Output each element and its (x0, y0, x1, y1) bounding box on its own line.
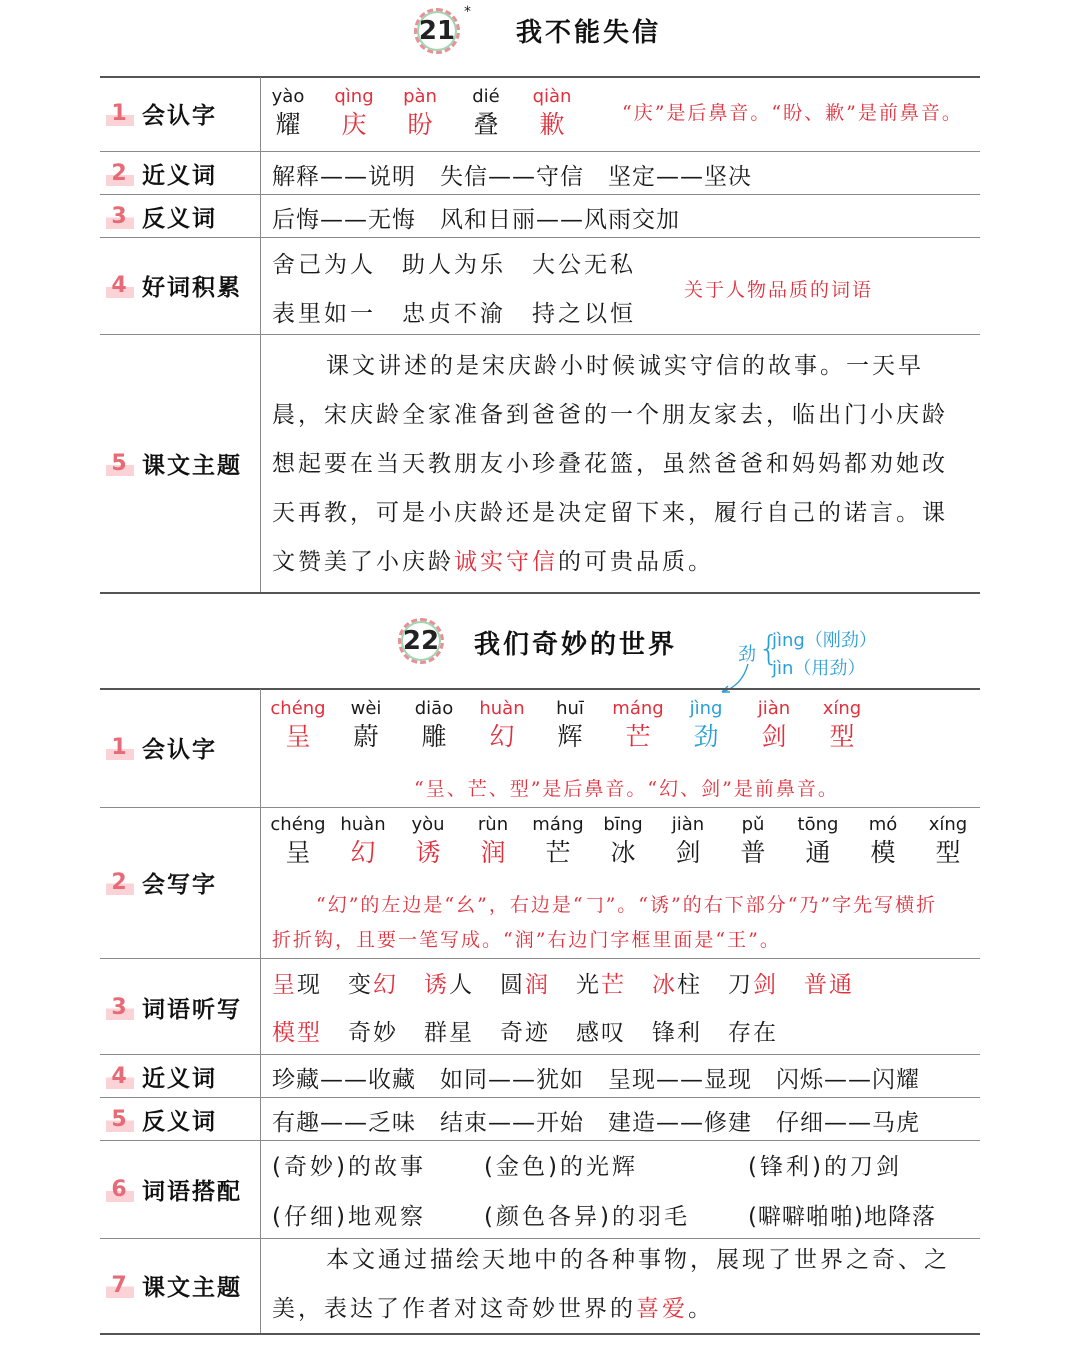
dictation-word (348, 972, 398, 998)
hanzi: 芒 (545, 838, 571, 867)
hanzi: 剑 (675, 838, 701, 867)
hanzi: 劲 (693, 722, 719, 751)
dictation-char: 诱 (424, 972, 449, 998)
row-divider (100, 194, 980, 195)
collocation-1: (奇妙)的故事 (272, 1154, 426, 1180)
char-cell (746, 698, 802, 754)
synonyms-text: 珍藏——收藏 如同——犹如 呈现——显现 闪烁——闪耀 (272, 1067, 920, 1093)
dictation-word (272, 1020, 322, 1046)
recognize-chars-note: “庆”是后鼻音。“盼、歉”是前鼻音。 (622, 102, 963, 124)
annotation-line-1: jìng（刚劲） (772, 630, 877, 651)
dictation-word (576, 972, 626, 998)
char-cell (678, 698, 734, 754)
dictation-char: 利 (677, 1020, 702, 1046)
antonyms-text: 后悔——无悔 风和日丽——风雨交加 (272, 207, 680, 233)
dictation-char: 通 (829, 972, 854, 998)
hanzi: 盼 (407, 110, 433, 139)
pinyin: pǔ (741, 814, 765, 835)
hanzi: 润 (480, 838, 506, 867)
char-cell (270, 814, 326, 870)
annotation-line-2: jìn（用劲） (772, 658, 866, 679)
char-cell (270, 698, 326, 754)
jin-pronunciation-annotation (738, 624, 898, 684)
row-label-recognize-chars: 1 会认字 (106, 730, 217, 764)
dictation-char: 幻 (373, 972, 398, 998)
row-divider (100, 958, 980, 959)
hanzi: 芒 (625, 722, 651, 751)
hanzi: 模 (870, 838, 896, 867)
hanzi: 呈 (285, 838, 311, 867)
good-words-note: 关于人物品质的词语 (684, 279, 874, 301)
lesson-21-theme-paragraph: 课文讲述的是宋庆龄小时候诚实守信的故事。一天早 晨，宋庆龄全家准备到爸爸的一个朋友家去，临出门小庆龄 想起要在当天教朋友小珍叠花篮，虽然爸爸和妈妈都劝她改 天再教，可是小庆龄还是决定留下来，履行自己的诺言。课 文赞美了小庆龄诚实守信的可贵品质。 (272, 353, 948, 575)
dictation-word (500, 1020, 550, 1046)
collocation-3: (锋利)的刀剑 (748, 1154, 902, 1180)
hanzi: 雕 (421, 722, 447, 751)
recognize-chars-note: “呈、芒、型”是后鼻音。“幻、剑”是前鼻音。 (414, 778, 839, 800)
pinyin: pàn (403, 86, 437, 107)
pinyin: xíng (822, 698, 862, 719)
row-label-dictation: 3 词语听写 (106, 990, 242, 1024)
pinyin: mó (868, 814, 898, 835)
pinyin: yòu (411, 814, 445, 835)
row-label-lesson-theme: 7 课文主题 (106, 1268, 242, 1302)
table-21-top-border (100, 76, 980, 78)
row-label-recognize-chars: 1 会认字 (106, 96, 217, 130)
char-cell (335, 814, 391, 870)
dictation-char: 光 (576, 972, 601, 998)
char-cell (260, 86, 316, 142)
hanzi: 呈 (285, 722, 311, 751)
dictation-char: 在 (753, 1020, 778, 1046)
pinyin: huī (556, 698, 584, 719)
lesson-22-number: 22 (402, 626, 440, 656)
row-divider (100, 334, 980, 335)
dictation-char: 圆 (500, 972, 525, 998)
lesson-21-number: 21 (418, 16, 456, 46)
table-22-top-border (100, 688, 980, 690)
dictation-char: 芒 (601, 972, 626, 998)
collocation-6: (噼噼啪啪)地降落 (748, 1204, 936, 1230)
char-cell (920, 814, 976, 870)
dictation-char: 星 (449, 1020, 474, 1046)
char-cell (660, 814, 716, 870)
annotation-char: 劲 (738, 644, 756, 665)
table-22-bottom-border (100, 1333, 980, 1335)
dictation-char: 迹 (525, 1020, 550, 1046)
char-cell (725, 814, 781, 870)
collocation-4: (仔细)地观察 (272, 1204, 426, 1230)
pinyin: jiàn (757, 698, 791, 719)
hanzi: 庆 (341, 110, 367, 139)
lesson-21-number-badge (414, 8, 460, 54)
dictation-char: 柱 (677, 972, 702, 998)
dictation-word (424, 972, 474, 998)
write-chars-note-line-2: 折折钩，且要一笔写成。“润”右边门字框里面是“王”。 (272, 929, 781, 951)
row-divider (100, 151, 980, 152)
pinyin: jiàn (671, 814, 705, 835)
pinyin: jìng (689, 698, 723, 719)
dictation-char: 人 (449, 972, 474, 998)
row-label-lesson-theme: 5 课文主题 (106, 446, 242, 480)
pinyin: chéng (270, 814, 326, 835)
lesson-22-number-badge (398, 618, 444, 664)
dictation-char: 冰 (652, 972, 677, 998)
char-cell (465, 814, 521, 870)
dictation-char: 普 (804, 972, 829, 998)
hanzi: 辉 (557, 722, 583, 751)
collocation-2: (金色)的光辉 (484, 1154, 638, 1180)
pinyin: dié (472, 86, 500, 107)
char-cell (530, 814, 586, 870)
row-label-word-collocation: 6 词语搭配 (106, 1172, 242, 1206)
dictation-word (500, 972, 550, 998)
row-divider (100, 807, 980, 808)
lesson-22-title: 我们奇妙的世界 (474, 630, 678, 660)
dictation-word (576, 1020, 626, 1046)
char-cell (610, 698, 666, 754)
dictation-char: 叹 (601, 1020, 626, 1046)
pinyin: yào (271, 86, 305, 107)
pinyin: qìng (334, 86, 374, 107)
dictation-char: 模 (272, 1020, 297, 1046)
hanzi: 蔚 (353, 722, 379, 751)
hanzi: 通 (805, 838, 831, 867)
row-divider (100, 1140, 980, 1141)
lesson-21-star-mark: * (464, 4, 471, 20)
char-cell (855, 814, 911, 870)
dictation-word (804, 972, 854, 998)
dictation-word (348, 1020, 398, 1046)
dictation-char: 变 (348, 972, 373, 998)
row-label-synonyms: 4 近义词 (106, 1059, 217, 1093)
collocation-5: (颜色各异)的羽毛 (484, 1204, 690, 1230)
pinyin: chéng (270, 698, 326, 719)
char-cell (814, 698, 870, 754)
char-cell (400, 814, 456, 870)
dictation-char: 奇 (348, 1020, 373, 1046)
dictation-char: 锋 (652, 1020, 677, 1046)
char-cell (524, 86, 580, 142)
hanzi: 普 (740, 838, 766, 867)
char-cell (406, 698, 462, 754)
row-label-synonyms: 2 近义词 (106, 156, 217, 190)
hanzi: 歉 (539, 110, 565, 139)
hanzi: 剑 (761, 722, 787, 751)
pinyin: huàn (479, 698, 525, 719)
hanzi: 冰 (610, 838, 636, 867)
char-cell (458, 86, 514, 142)
lesson-22-theme-paragraph: 本文通过描绘天地中的各种事物，展现了世界之奇、之 美，表达了作者对这奇妙世界的喜爱。 (272, 1247, 950, 1322)
pinyin: huàn (340, 814, 386, 835)
hanzi: 型 (935, 838, 961, 867)
dictation-char: 型 (297, 1020, 322, 1046)
dictation-char: 感 (576, 1020, 601, 1046)
dictation-line-1 (272, 966, 880, 999)
char-cell (474, 698, 530, 754)
pinyin: máng (532, 814, 584, 835)
row-divider (100, 1097, 980, 1098)
char-cell (595, 814, 651, 870)
row-label-good-words: 4 好词积累 (106, 268, 242, 302)
dictation-word (652, 972, 702, 998)
good-words-line-1: 舍己为人 助人为乐 大公无私 (272, 252, 636, 278)
hanzi: 型 (829, 722, 855, 751)
dictation-word (652, 1020, 702, 1046)
good-words-line-2: 表里如一 忠贞不渝 持之以恒 (272, 301, 636, 327)
pinyin: bīng (603, 814, 643, 835)
row-divider (100, 1054, 980, 1055)
dictation-char: 刀 (728, 972, 753, 998)
annotation-brace: { (758, 629, 780, 669)
dictation-char: 呈 (272, 972, 297, 998)
dictation-char: 剑 (753, 972, 778, 998)
hanzi: 幻 (350, 838, 376, 867)
pinyin: wèi (350, 698, 382, 719)
char-cell (338, 698, 394, 754)
hanzi: 耀 (275, 110, 301, 139)
char-cell (392, 86, 448, 142)
hanzi: 诱 (415, 838, 441, 867)
dictation-char: 存 (728, 1020, 753, 1046)
table-21-bottom-border (100, 592, 980, 594)
row-label-write-chars: 2 会写字 (106, 865, 217, 899)
pinyin: máng (612, 698, 664, 719)
dictation-word (424, 1020, 474, 1046)
char-cell (542, 698, 598, 754)
hanzi: 叠 (473, 110, 499, 139)
dictation-line-2 (272, 1014, 804, 1047)
char-cell (790, 814, 846, 870)
char-cell (326, 86, 382, 142)
pinyin: tōng (797, 814, 839, 835)
antonyms-text: 有趣——乏味 结束——开始 建造——修建 仔细——马虎 (272, 1110, 920, 1136)
lesson-21-title: 我不能失信 (516, 18, 662, 48)
row-label-antonyms: 3 反义词 (106, 199, 217, 233)
row-label-antonyms: 5 反义词 (106, 1102, 217, 1136)
hanzi: 幻 (489, 722, 515, 751)
pinyin: qiàn (532, 86, 572, 107)
pinyin: diāo (414, 698, 454, 719)
row-divider (100, 237, 980, 238)
pinyin: rùn (477, 814, 509, 835)
dictation-word (728, 972, 778, 998)
write-chars-note-line-1: “幻”的左边是“幺”，右边是“𠃌”。“诱”的右下部分“乃”字先写横折 (316, 894, 938, 916)
pinyin: xíng (928, 814, 968, 835)
synonyms-text: 解释——说明 失信——守信 坚定——坚决 (272, 164, 752, 190)
dictation-char: 现 (297, 972, 322, 998)
dictation-word (728, 1020, 778, 1046)
dictation-char: 润 (525, 972, 550, 998)
dictation-char: 群 (424, 1020, 449, 1046)
dictation-char: 妙 (373, 1020, 398, 1046)
dictation-char: 奇 (500, 1020, 525, 1046)
dictation-word (272, 972, 322, 998)
